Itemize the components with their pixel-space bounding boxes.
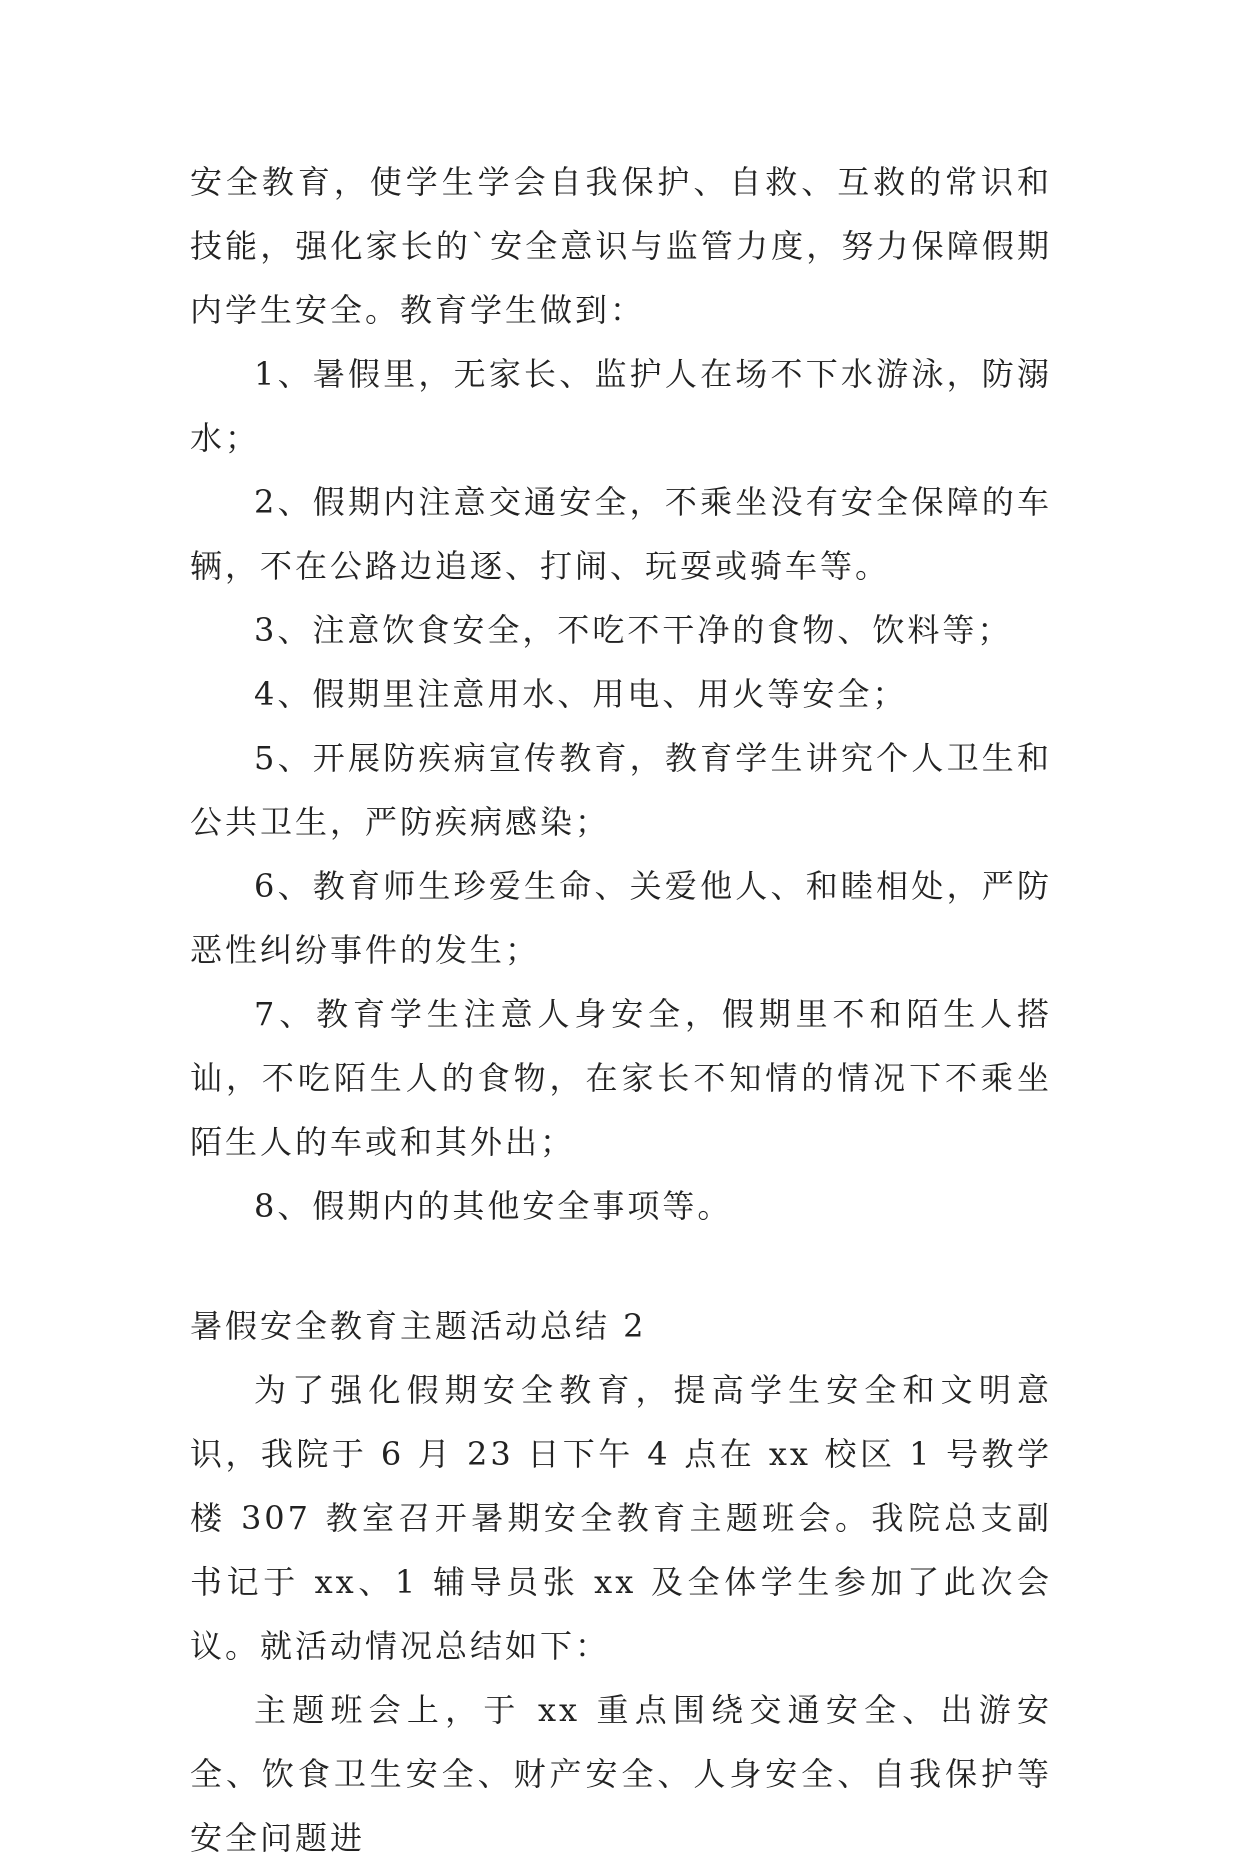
list-item-7: 7、教育学生注意人身安全，假期里不和陌生人搭讪，不吃陌生人的食物，在家长不知情的情况下不乘坐陌生人的车或和其外出； [190,995,1052,1161]
section-heading: 暑假安全教育主题活动总结 2 [190,1307,647,1345]
list-item-8: 8、假期内的其他安全事项等。 [254,1187,733,1225]
list-item-5: 5、开展防疾病宣传教育，教育学生讲究个人卫生和公共卫生，严防疾病感染； [190,739,1052,841]
list-item-6: 6、教育师生珍爱生命、关爱他人、和睦相处，严防恶性纠纷事件的发生； [190,867,1052,969]
paragraph-summary: 为了强化假期安全教育，提高学生安全和文明意识，我院于 6 月 23 日下午 4 点在 xx 校区 1 号教学楼 307 教室召开暑期安全教育主题班会。我院总支副书记于 xx、1 辅导员张 xx 及全体学生参加了此次会议。就活动情况总结如下： [190,1371,1052,1665]
document-body [190,150,1052,1870]
paragraph-meeting: 主题班会上，于 xx 重点围绕交通安全、出游安全、饮食卫生安全、财产安全、人身安全、自我保护等安全问题进 [190,1691,1052,1857]
list-item-4: 4、假期里注意用水、用电、用火等安全； [254,675,908,713]
paragraph-intro: 安全教育，使学生学会自我保护、自救、互救的常识和技能，强化家长的`安全意识与监管力度，努力保障假期内学生安全。教育学生做到： [190,163,1052,329]
list-item-2: 2、假期内注意交通安全，不乘坐没有安全保障的车辆，不在公路边追逐、打闹、玩耍或骑车等。 [190,483,1052,585]
list-item-1: 1、暑假里，无家长、监护人在场不下水游泳，防溺水； [190,355,1052,457]
list-item-3: 3、注意饮食安全，不吃不干净的食物、饮料等； [254,611,1013,649]
section-spacer [190,1238,1052,1294]
